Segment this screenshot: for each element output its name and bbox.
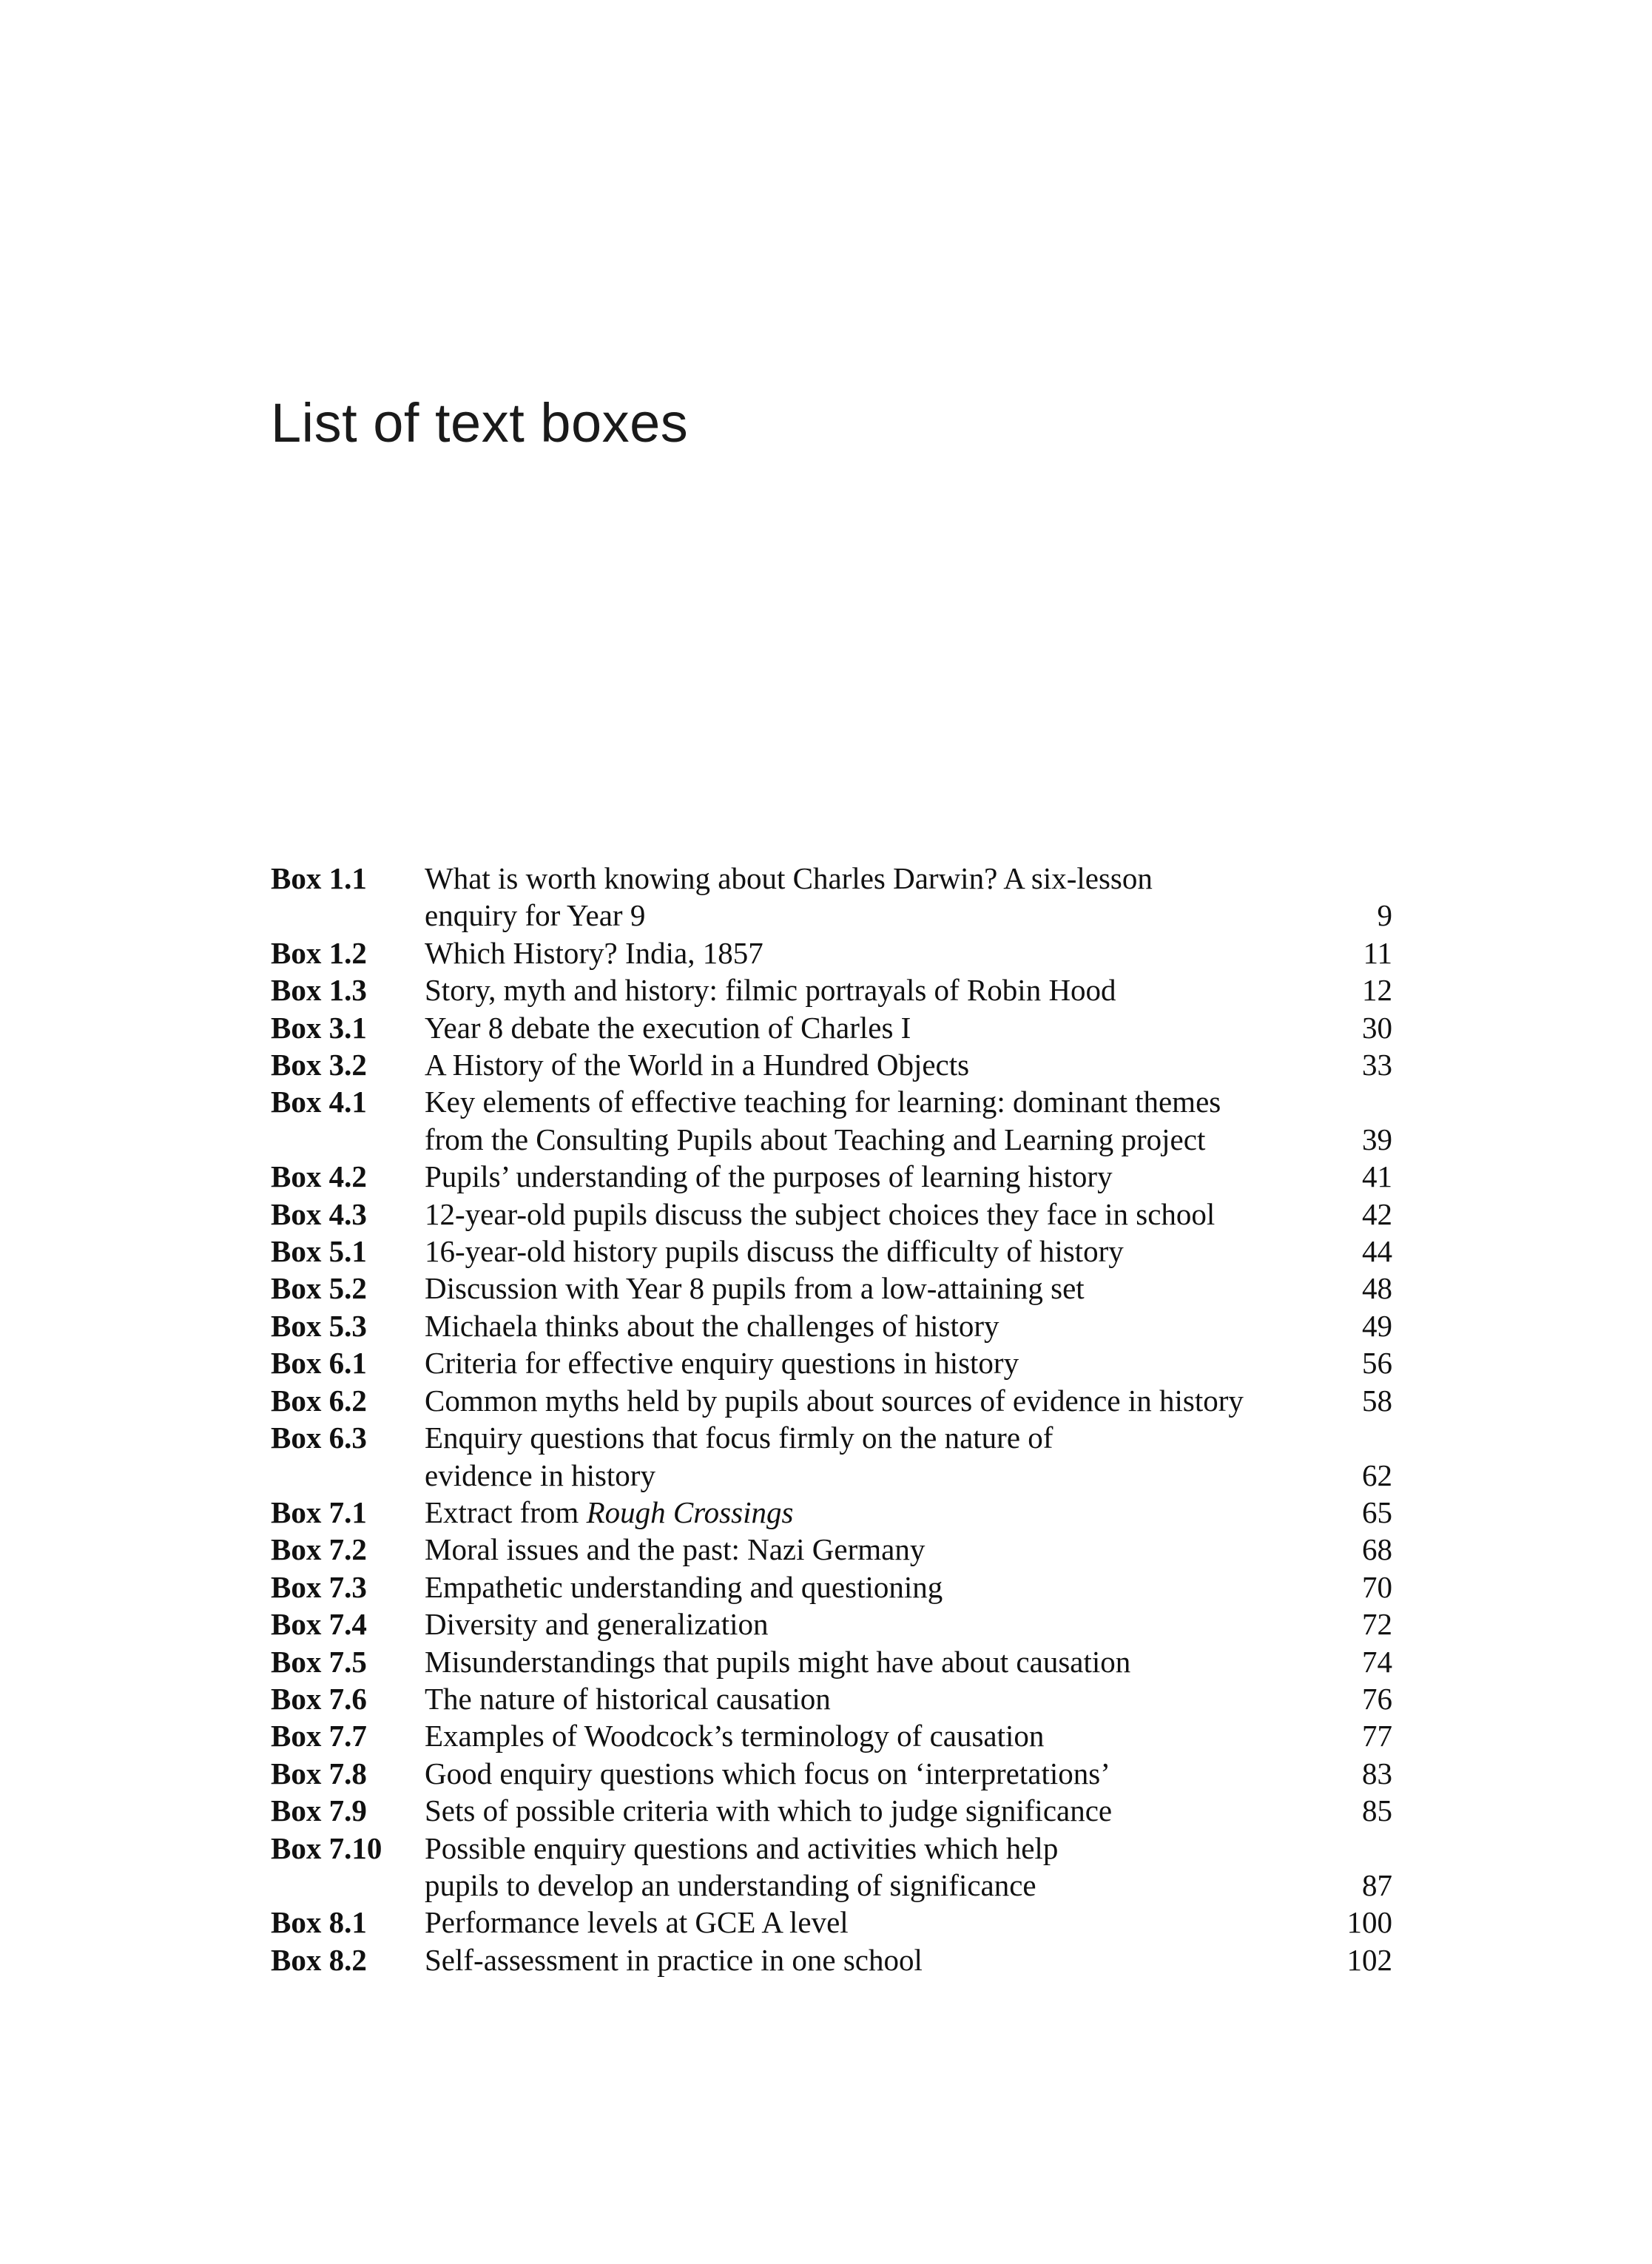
box-title bbox=[425, 1382, 1318, 1419]
list-item bbox=[271, 1009, 1392, 1046]
box-title-text: Sets of possible criteria with which to judge significance bbox=[425, 1793, 1113, 1828]
box-title-text: Criteria for effective enquiry questions in history bbox=[425, 1346, 1019, 1381]
box-title bbox=[425, 1606, 1318, 1643]
page-number: 9 bbox=[1377, 898, 1392, 933]
box-title-line bbox=[425, 1494, 1307, 1531]
box-title-text: Performance levels at GCE A level bbox=[425, 1905, 849, 1940]
box-label: Box 7.5 bbox=[271, 1644, 367, 1679]
box-title bbox=[425, 1270, 1318, 1307]
box-label: Box 7.7 bbox=[271, 1719, 367, 1753]
box-title bbox=[425, 1233, 1318, 1270]
box-title-text: Year 8 debate the execution of Charles I bbox=[425, 1010, 911, 1045]
box-label: Box 5.1 bbox=[271, 1234, 367, 1269]
box-title bbox=[425, 1494, 1318, 1531]
page-number: 83 bbox=[1362, 1756, 1392, 1790]
box-title-line bbox=[425, 1158, 1307, 1195]
box-title-line bbox=[425, 1755, 1307, 1792]
list-item bbox=[271, 1083, 1392, 1158]
page-title: List of text boxes bbox=[271, 392, 689, 454]
box-title bbox=[425, 1680, 1318, 1717]
list-item bbox=[271, 1046, 1392, 1083]
page-number: 70 bbox=[1362, 1569, 1392, 1604]
box-label: Box 7.4 bbox=[271, 1607, 367, 1642]
list-item bbox=[271, 1792, 1392, 1829]
list-item bbox=[271, 1494, 1392, 1531]
list-item bbox=[271, 1382, 1392, 1419]
list-item bbox=[271, 1680, 1392, 1717]
box-title-text: Pupils’ understanding of the purposes of learning history bbox=[425, 1159, 1113, 1194]
box-title-line bbox=[425, 1531, 1307, 1568]
page-number: 48 bbox=[1362, 1271, 1392, 1306]
box-title-text: Examples of Woodcock’s terminology of causation bbox=[425, 1719, 1045, 1753]
page-number: 39 bbox=[1362, 1122, 1392, 1156]
box-title bbox=[425, 971, 1318, 1008]
box-title-line bbox=[425, 1569, 1307, 1606]
box-title-text: A History of the World in a Hundred Objects bbox=[425, 1048, 970, 1082]
page-number: 85 bbox=[1362, 1793, 1392, 1828]
box-title-line bbox=[425, 1792, 1307, 1829]
box-label: Box 7.6 bbox=[271, 1681, 367, 1716]
box-title-text: 16-year-old history pupils discuss the difficulty of history bbox=[425, 1234, 1124, 1269]
box-title-text: The nature of historical causation bbox=[425, 1681, 831, 1716]
box-title-line bbox=[425, 971, 1307, 1008]
box-label: Box 8.2 bbox=[271, 1942, 367, 1977]
box-title-line bbox=[425, 1867, 1307, 1904]
page-number: 68 bbox=[1362, 1532, 1392, 1567]
box-label: Box 7.2 bbox=[271, 1532, 367, 1567]
box-label: Box 6.2 bbox=[271, 1383, 367, 1418]
page-number: 41 bbox=[1362, 1159, 1392, 1194]
box-title-text: Enquiry questions that focus firmly on the nature of bbox=[425, 1421, 1053, 1455]
box-title-line bbox=[425, 1830, 1307, 1867]
list-item bbox=[271, 1941, 1392, 1978]
box-title-text: Common myths held by pupils about sources of evidence in history bbox=[425, 1383, 1244, 1418]
box-title-text: Possible enquiry questions and activities which help bbox=[425, 1830, 1059, 1865]
box-title-text: Which History? India, 1857 bbox=[425, 935, 763, 970]
box-title-line bbox=[425, 1083, 1307, 1120]
box-label: Box 4.3 bbox=[271, 1196, 367, 1231]
page-number: 76 bbox=[1362, 1681, 1392, 1716]
box-title-line bbox=[425, 1046, 1307, 1083]
list-item bbox=[271, 1643, 1392, 1680]
box-label: Box 7.10 bbox=[271, 1830, 382, 1865]
box-title-text: pupils to develop an understanding of significance bbox=[425, 1867, 1036, 1902]
list-item bbox=[271, 1158, 1392, 1195]
box-title-line bbox=[425, 1121, 1307, 1158]
box-label: Box 1.1 bbox=[271, 861, 367, 895]
page-number: 56 bbox=[1362, 1346, 1392, 1381]
box-title-line bbox=[425, 1904, 1307, 1941]
box-title bbox=[425, 1009, 1318, 1046]
box-title-text: Empathetic understanding and questioning bbox=[425, 1569, 943, 1604]
page-number: 74 bbox=[1362, 1644, 1392, 1679]
box-title-text: Moral issues and the past: Nazi Germany bbox=[425, 1532, 926, 1567]
page-number: 58 bbox=[1362, 1383, 1392, 1418]
page-number: 65 bbox=[1362, 1495, 1392, 1529]
page-number: 102 bbox=[1346, 1942, 1392, 1977]
text-box-list bbox=[271, 860, 1392, 1978]
box-title-line bbox=[425, 1382, 1307, 1419]
box-title-italic: Rough Crossings bbox=[586, 1495, 794, 1529]
box-label: Box 7.3 bbox=[271, 1569, 367, 1604]
box-title bbox=[425, 1158, 1318, 1195]
list-item bbox=[271, 934, 1392, 971]
box-title bbox=[425, 934, 1318, 971]
box-label: Box 1.2 bbox=[271, 935, 367, 970]
list-item bbox=[271, 1233, 1392, 1270]
box-title-text: enquiry for Year 9 bbox=[425, 898, 646, 933]
box-title-line bbox=[425, 1307, 1307, 1344]
box-label: Box 4.2 bbox=[271, 1159, 367, 1194]
box-title bbox=[425, 1941, 1318, 1978]
box-title-text: Discussion with Year 8 pupils from a low-attaining set bbox=[425, 1271, 1085, 1306]
box-label: Box 6.1 bbox=[271, 1346, 367, 1381]
box-title bbox=[425, 1307, 1318, 1344]
page-number: 77 bbox=[1362, 1719, 1392, 1753]
box-title bbox=[425, 1830, 1318, 1904]
box-title-text: Extract from bbox=[425, 1495, 587, 1529]
box-title-text: evidence in history bbox=[425, 1458, 655, 1492]
page-number: 62 bbox=[1362, 1458, 1392, 1492]
list-item bbox=[271, 1755, 1392, 1792]
page-number: 12 bbox=[1362, 973, 1392, 1008]
box-label: Box 7.8 bbox=[271, 1756, 367, 1790]
box-label: Box 1.3 bbox=[271, 973, 367, 1008]
page-number: 42 bbox=[1362, 1196, 1392, 1231]
box-title-line bbox=[425, 1457, 1307, 1494]
box-title-line bbox=[425, 1717, 1307, 1754]
box-title-line bbox=[425, 1643, 1307, 1680]
box-title bbox=[425, 1344, 1318, 1381]
list-item bbox=[271, 1569, 1392, 1606]
box-title-line bbox=[425, 1606, 1307, 1643]
box-title-line bbox=[425, 897, 1307, 934]
list-item bbox=[271, 1606, 1392, 1643]
box-title-line bbox=[425, 1196, 1307, 1233]
box-label: Box 7.9 bbox=[271, 1793, 367, 1828]
box-label: Box 6.3 bbox=[271, 1421, 367, 1455]
page-number: 33 bbox=[1362, 1048, 1392, 1082]
box-label: Box 3.2 bbox=[271, 1048, 367, 1082]
box-title-line bbox=[425, 1941, 1307, 1978]
list-item bbox=[271, 1904, 1392, 1941]
page-number: 44 bbox=[1362, 1234, 1392, 1269]
box-title bbox=[425, 1569, 1318, 1606]
box-label: Box 4.1 bbox=[271, 1085, 367, 1119]
list-item bbox=[271, 1344, 1392, 1381]
box-title bbox=[425, 1755, 1318, 1792]
box-title bbox=[425, 1792, 1318, 1829]
page-number: 100 bbox=[1346, 1905, 1392, 1940]
box-label: Box 7.1 bbox=[271, 1495, 367, 1529]
box-title bbox=[425, 1904, 1318, 1941]
box-label: Box 3.1 bbox=[271, 1010, 367, 1045]
box-label: Box 5.2 bbox=[271, 1271, 367, 1306]
box-title-text: What is worth knowing about Charles Darwin? A six-lesson bbox=[425, 861, 1153, 895]
list-item bbox=[271, 1717, 1392, 1754]
box-title-line bbox=[425, 934, 1307, 971]
list-item bbox=[271, 1196, 1392, 1233]
box-title-text: Key elements of effective teaching for learning: dominant themes bbox=[425, 1085, 1221, 1119]
page-number: 72 bbox=[1362, 1607, 1392, 1642]
box-title-text: from the Consulting Pupils about Teaching and Learning project bbox=[425, 1122, 1206, 1156]
box-title-line bbox=[425, 1009, 1307, 1046]
page-number: 30 bbox=[1362, 1010, 1392, 1045]
box-title bbox=[425, 1046, 1318, 1083]
box-title bbox=[425, 1643, 1318, 1680]
box-label: Box 5.3 bbox=[271, 1308, 367, 1343]
page-number: 11 bbox=[1363, 935, 1392, 970]
box-title-text: Diversity and generalization bbox=[425, 1607, 769, 1642]
box-title-text: Michaela thinks about the challenges of history bbox=[425, 1308, 999, 1343]
list-item bbox=[271, 1270, 1392, 1307]
box-title-text: 12-year-old pupils discuss the subject choices they face in school bbox=[425, 1196, 1216, 1231]
box-title bbox=[425, 1083, 1318, 1158]
page-number: 87 bbox=[1362, 1867, 1392, 1902]
box-title bbox=[425, 1531, 1318, 1568]
box-title-text: Misunderstandings that pupils might have about causation bbox=[425, 1644, 1131, 1679]
box-label: Box 8.1 bbox=[271, 1905, 367, 1940]
box-title bbox=[425, 1196, 1318, 1233]
box-title-line bbox=[425, 1680, 1307, 1717]
list-item bbox=[271, 860, 1392, 934]
list-item bbox=[271, 1307, 1392, 1344]
list-item bbox=[271, 1531, 1392, 1568]
box-title bbox=[425, 1717, 1318, 1754]
page-number: 49 bbox=[1362, 1308, 1392, 1343]
box-title-text: Good enquiry questions which focus on ‘interpretations’ bbox=[425, 1756, 1110, 1790]
list-item bbox=[271, 971, 1392, 1008]
list-item bbox=[271, 1419, 1392, 1494]
box-title-text: Story, myth and history: filmic portrayals of Robin Hood bbox=[425, 973, 1116, 1008]
box-title-line bbox=[425, 1419, 1307, 1456]
box-title-line bbox=[425, 1233, 1307, 1270]
box-title-line bbox=[425, 1270, 1307, 1307]
box-title bbox=[425, 1419, 1318, 1494]
box-title-line bbox=[425, 1344, 1307, 1381]
box-title bbox=[425, 860, 1318, 934]
list-item bbox=[271, 1830, 1392, 1904]
box-title-line bbox=[425, 860, 1307, 897]
box-title-text: Self-assessment in practice in one school bbox=[425, 1942, 923, 1977]
